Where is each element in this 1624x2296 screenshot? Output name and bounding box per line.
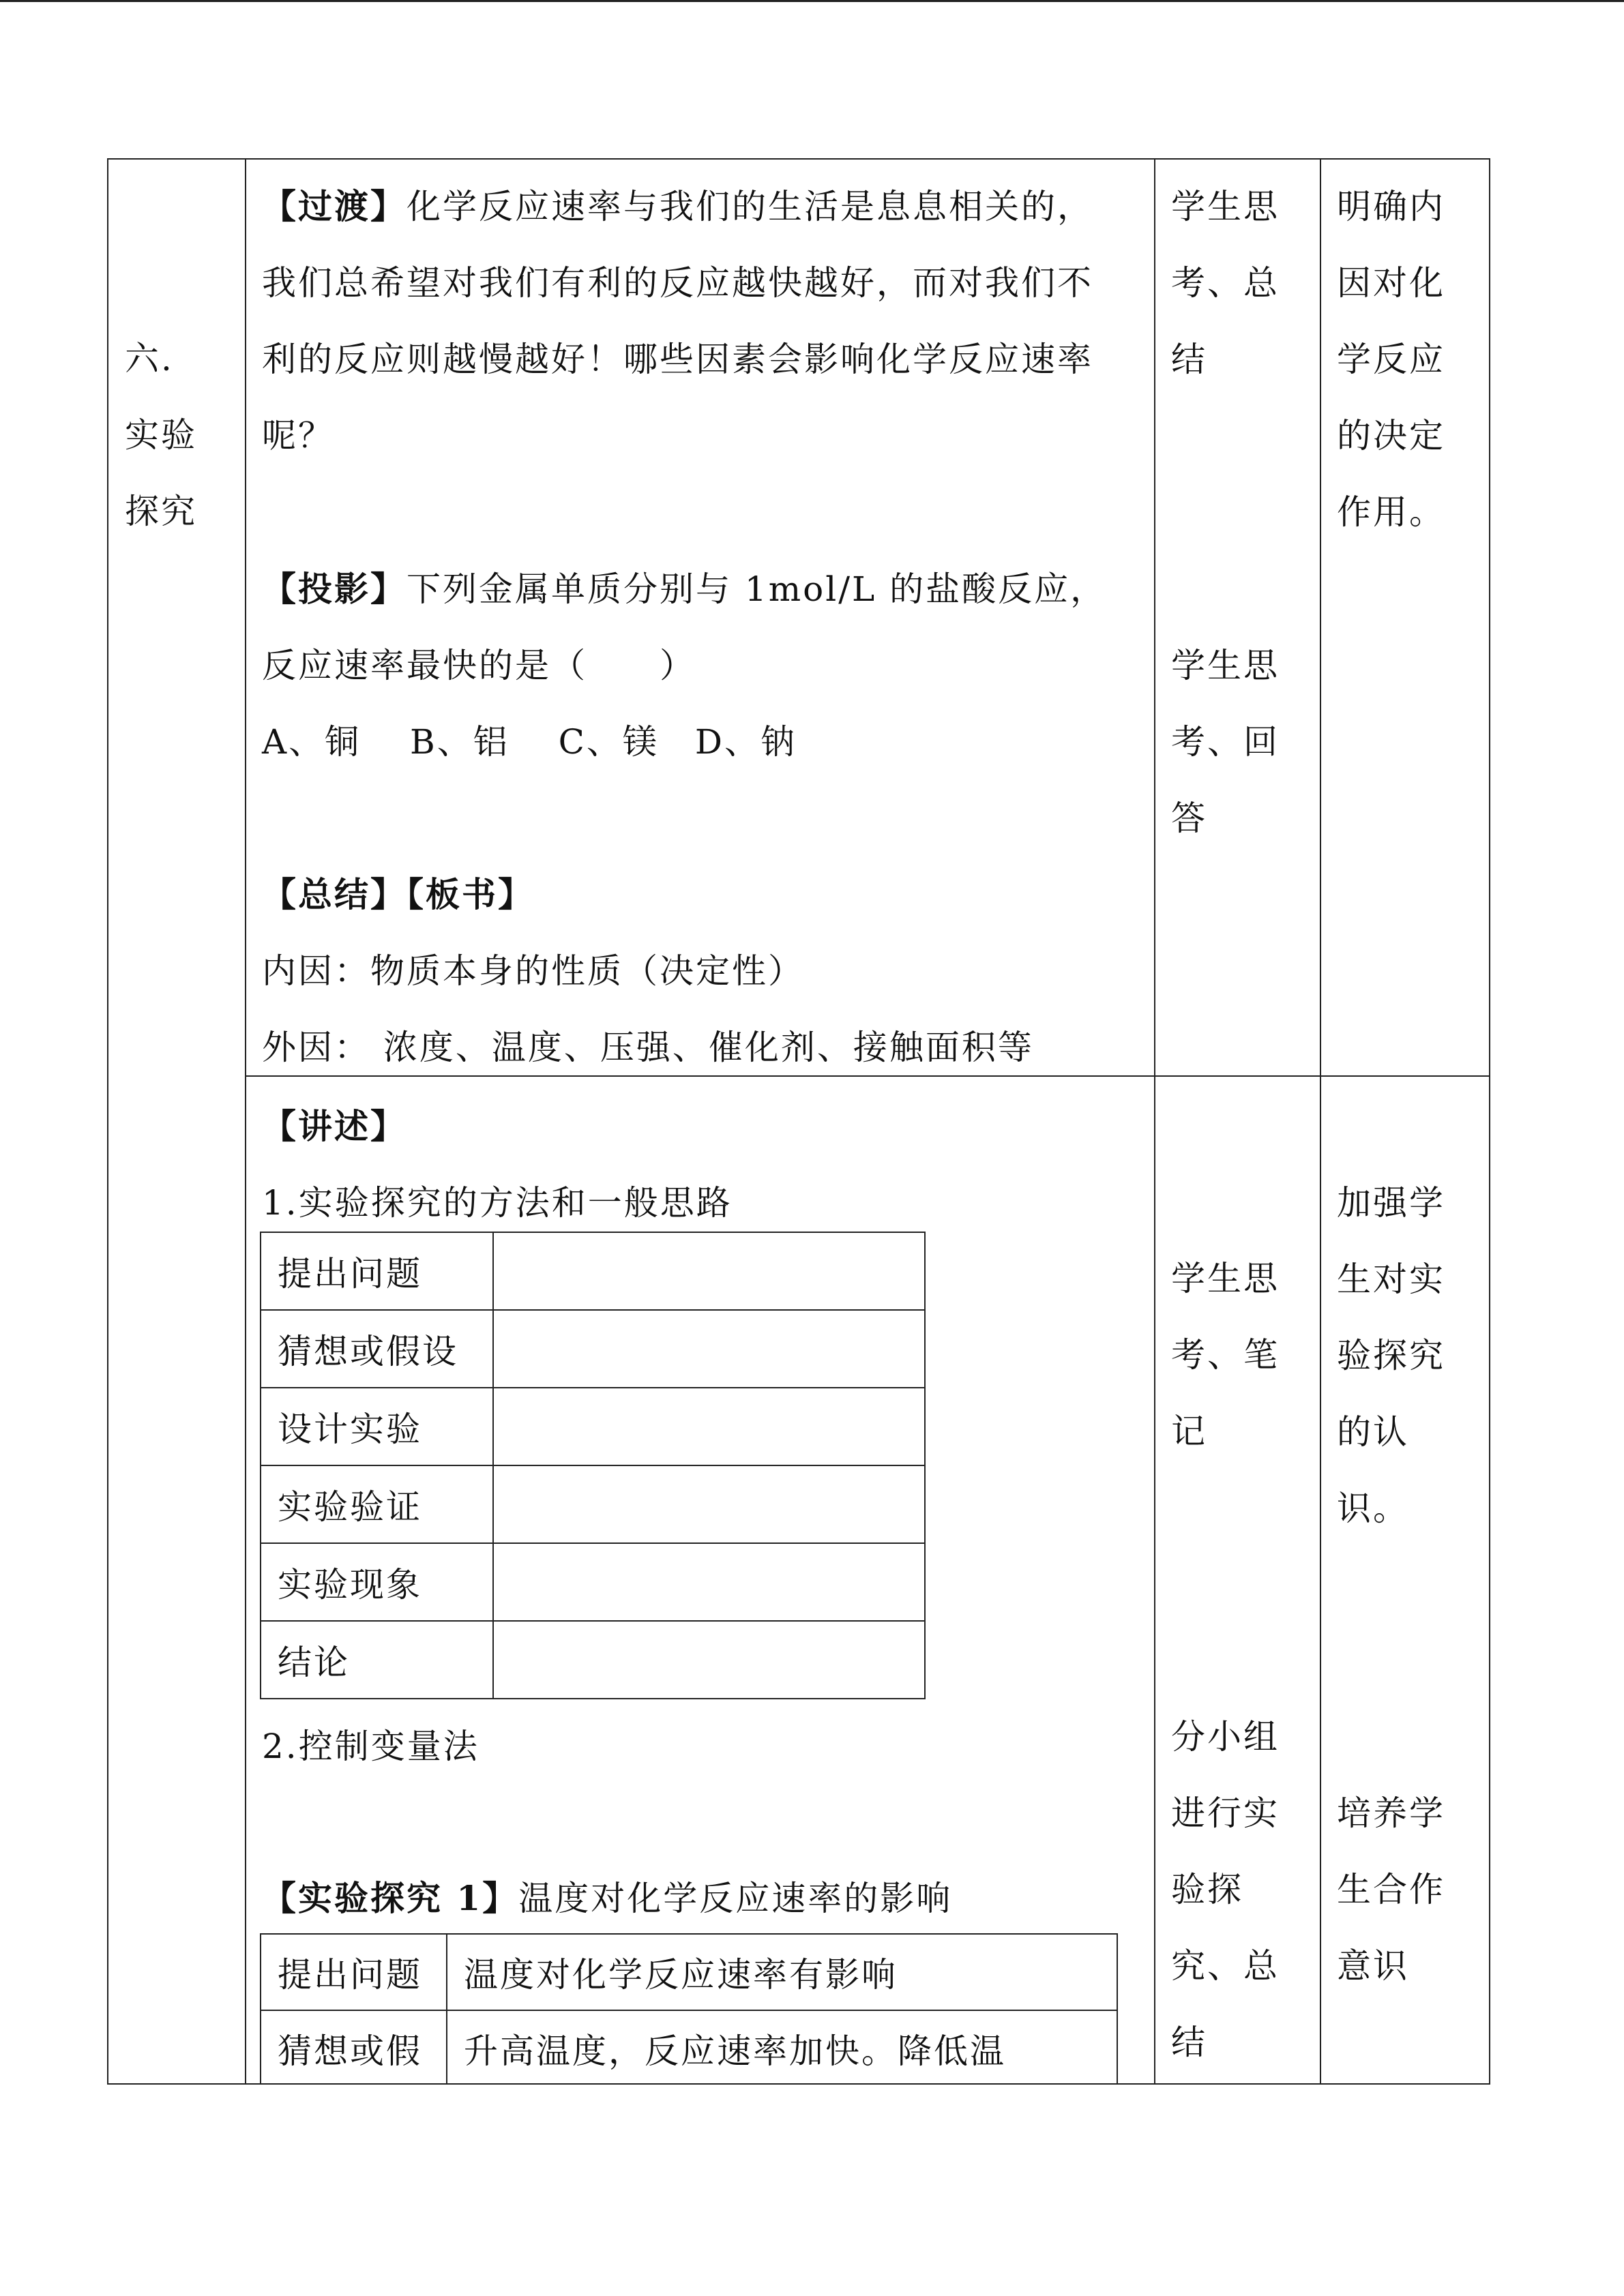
design-intent-3: 培养学 生合作 意识 [1337, 1793, 1445, 1986]
answer-options: A、铜 B、铝 C、镁 D、钠 [262, 722, 797, 762]
experiment-table-clip [260, 1933, 1119, 2084]
transition-paragraph: 【过渡】化学反应速率与我们的生活是息息相关的， 我们总希望对我们有利的反应越快越好，而对我们不 利的反应则越慢越好！哪些因素会影响化学反应速率 呢？ [262, 186, 1093, 456]
experiment-table [260, 1933, 1118, 2084]
stage-label: 六. 实验 探究 [125, 339, 197, 531]
experiment-heading: 【实验探究 1】温度对化学反应速率的影响 [262, 1878, 953, 1918]
projection-paragraph: 【投影】下列金属单质分别与 1mol/L 的盐酸反应， 反应速率最快的是（ ） A、铜 B、铝 C、镁 D、钠 [262, 551, 1106, 780]
lecture-header [262, 1088, 733, 1241]
student-activity-2: 学生思 考、回 答 [1171, 646, 1280, 838]
table-row: 提出问题 温度对化学反应速率有影响 [261, 1934, 1117, 2010]
projection-tag: 【投影】 [262, 569, 407, 609]
table-row: 提出问题 [261, 1232, 925, 1310]
table-row: 实验现象 [261, 1543, 925, 1621]
student-activity-4: 分小组 进行实 验探 究、总 结 [1171, 1717, 1280, 2062]
student-activity-3: 学生思 考、笔 记 [1171, 1259, 1280, 1451]
student-activity-1: 学生思 考、总 结 [1171, 187, 1280, 379]
lecture-tag: 【讲述】 [262, 1106, 407, 1146]
table-row: 猜想或假设 [261, 1310, 925, 1388]
top-rule [0, 0, 1624, 2]
table-row: 结论 [261, 1621, 925, 1699]
experiment-tag: 【实验探究 1】 [262, 1878, 519, 1918]
design-intent-2: 加强学 生对实 验探究 的认 识。 [1337, 1183, 1445, 1528]
table-row: 猜想或假 升高温度，反应速率加快。降低温 [261, 2010, 1117, 2084]
transition-tag: 【过渡】 [262, 186, 407, 226]
table-row: 实验验证 [261, 1465, 925, 1543]
summary-tag: 【总结】【板书】 [262, 874, 534, 914]
steps-table [260, 1232, 926, 1699]
summary-paragraph: 【总结】【板书】 内因：物质本身的性质（决定性） 外因： 浓度、温度、压强、催化剂、接触面积等 [262, 856, 1034, 1086]
table-row: 设计实验 [261, 1388, 925, 1465]
control-variable-title: 2.控制变量法 [262, 1727, 479, 1766]
method-title: 1.实验探究的方法和一般思路 [262, 1183, 733, 1223]
design-intent-1: 明确内 因对化 学反应 的决定 作用。 [1337, 187, 1445, 532]
